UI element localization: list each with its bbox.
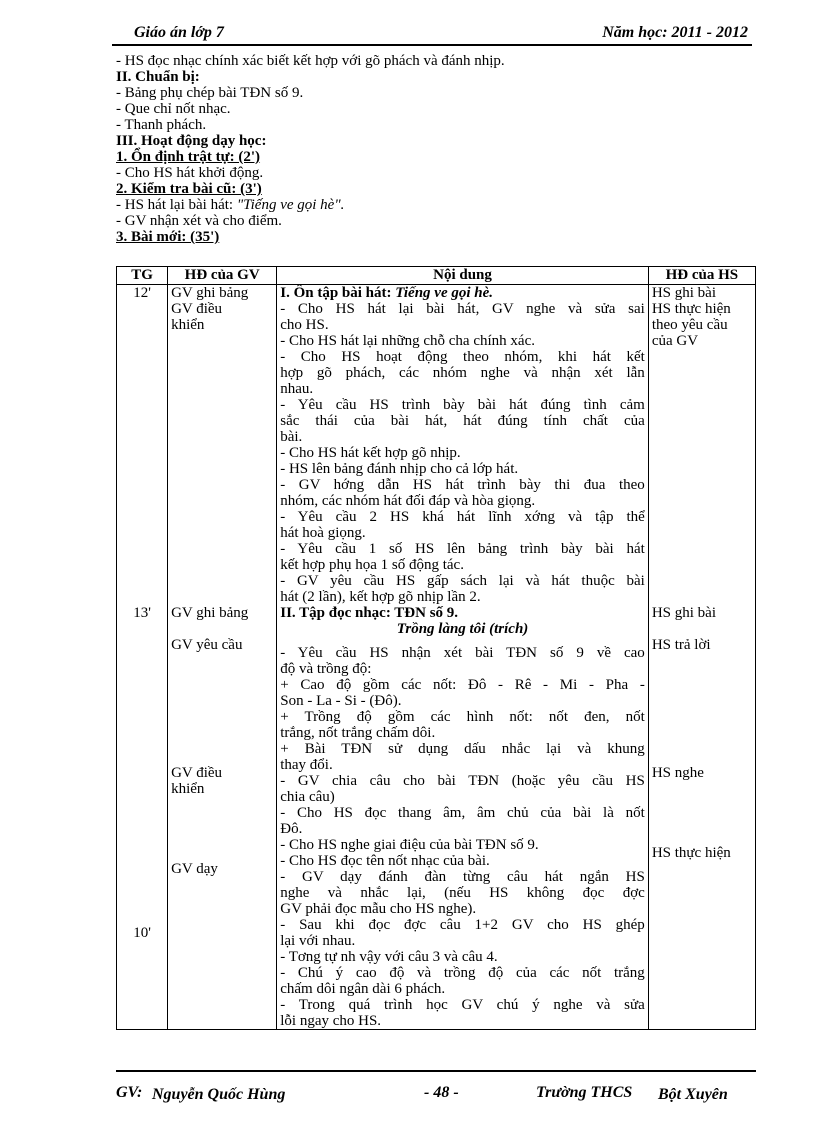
content-line: - GV chia câu cho bài TĐN (hoặc yêu cầu HS [280, 773, 645, 789]
page-header [112, 22, 752, 46]
objective-line: - HS đọc nhạc chính xác biết kết hợp với gõ phách và đánh nhịp. [116, 53, 505, 69]
song-title: "Tiếng ve gọi hè". [236, 197, 345, 213]
student-activity-cell: HS ghi bài HS thực hiện theo yêu cầu của GV [648, 285, 755, 606]
footer-school: Trường THCS [536, 1084, 633, 1101]
col-header-content: Nội dung [277, 267, 649, 285]
col-header-teacher: HĐ của GV [168, 267, 277, 285]
step2-item [116, 197, 756, 213]
content-line: trắng, nốt trắng chấm dôi. [280, 725, 436, 741]
lesson-table [116, 266, 756, 1030]
content-line: độ và trồng độ: [280, 661, 372, 677]
content-line: - Sau khi đọc đợc câu 1+2 GV cho HS ghép [280, 917, 645, 933]
content-line: - Yêu cầu HS trình bày bài hát đúng tình cảm [280, 397, 645, 413]
content-line: - Cho HS hát lại bài hát, GV nghe và sửa sai [280, 301, 645, 317]
content-line: nhóm, các nhóm hát đối đáp và hòa giọng. [280, 493, 536, 509]
content-line: kết hợp phụ họa 1 số động tác. [280, 557, 464, 573]
section-subtitle: Trồng làng tôi (trích) [396, 621, 529, 637]
content-line: - HS lên bảng đánh nhịp cho cả lớp hát. [280, 461, 519, 477]
content-line: + Cao độ gồm các nốt: Đô - Rê - Mi - Pha - [280, 677, 645, 693]
content-line: - Tơng tự nh vậy với câu 3 và câu 4. [280, 949, 498, 965]
step1-heading: 1. Ổn định trật tự: (2') [116, 149, 261, 165]
content-line: lại với nhau. [280, 933, 356, 949]
content-line: + Bài TĐN sử dụng dấu nhắc lại và khung [280, 741, 645, 757]
time-cell: 12' [117, 285, 168, 606]
content-line: - Cho HS đọc tên nốt nhạc của bài. [280, 853, 490, 869]
content-line: + Trồng độ gồm các hình nốt: nốt đen, nốt [280, 709, 645, 725]
step3-heading: 3. Bài mới: (35') [116, 229, 220, 245]
content-cell [277, 285, 649, 606]
student-activity-cell: HS ghi bài HS trả lời HS nghe HS thực hiện [648, 605, 755, 1030]
content-line: chấm dôi ngân dài 6 phách. [280, 981, 446, 997]
table-row [117, 605, 756, 1030]
content-line: - Trong quá trình học GV chú ý nghe và sửa [280, 997, 645, 1013]
content-line: - Yêu cầu HS nhận xét bài TĐN số 9 về cao [280, 645, 645, 661]
content-line: thay đổi. [280, 757, 333, 773]
content-line: lỗi ngay cho HS. [280, 1013, 382, 1029]
content-line: - Cho HS nghe giai điệu của bài TĐN số 9. [280, 837, 539, 853]
content-line: - Cho HS đọc thang âm, âm chủ của bài là nốt [280, 805, 645, 821]
content-line: chia câu) [280, 789, 335, 805]
teacher-activity-cell: GV ghi bảng GV yêu cầu GV điều khiển GV dạy [168, 605, 277, 1030]
activities-heading: III. Hoạt động dạy học: [116, 133, 267, 149]
content-line: hát hoà giọng. [280, 525, 366, 541]
time-cell-second: 10' [133, 925, 151, 941]
lesson-intro [116, 53, 756, 245]
col-header-student: HĐ của HS [648, 267, 755, 285]
content-line: - Cho HS hát kết hợp gõ nhịp. [280, 445, 461, 461]
content-lines [280, 301, 645, 605]
content-line: hợp gõ phách, các nhóm nghe và nhận xét lẫn [280, 365, 645, 381]
content-cell [277, 605, 649, 1030]
content-line: Son - La - Si - (Đô). [280, 693, 402, 709]
prep-item: - Thanh phách. [116, 117, 207, 133]
step2-heading: 2. Kiểm tra bài cũ: (3') [116, 181, 262, 197]
content-line: - Yêu cầu 1 số HS lên bảng trình bày bài hát [280, 541, 645, 557]
content-line: - GV yêu cầu HS gấp sách lại và hát thuộc bài [280, 573, 645, 589]
page-footer [116, 1070, 756, 1102]
col-header-time: TG [117, 267, 168, 285]
header-class: Giáo án lớp 7 [134, 24, 224, 41]
preparation-heading: II. Chuẩn bị: [116, 69, 200, 85]
prep-item: - Bảng phụ chép bài TĐN số 9. [116, 85, 304, 101]
content-line: - GV dạy đánh đàn từng câu hát ngắn HS [280, 869, 645, 885]
content-line: - Cho HS hoạt động theo nhóm, khi hát kết [280, 349, 645, 365]
content-line: - Yêu cầu 2 HS khá hát lĩnh xớng và tập thể [280, 509, 645, 525]
table-row [117, 285, 756, 606]
step2-item-prefix: - HS hát lại bài hát: [116, 197, 237, 213]
content-lines [280, 645, 645, 1029]
content-line: nghe và nhắc lại, (nếu HS không đọc đợc [280, 885, 645, 901]
content-line: GV phải đọc mẫu cho HS nghe). [280, 901, 477, 917]
footer-teacher-name: Nguyễn Quốc Hùng [152, 1086, 286, 1103]
content-line: hát (2 lần), kết hợp gõ nhịp lần 2. [280, 589, 481, 605]
teacher-activity-cell: GV ghi bảng GV điều khiển [168, 285, 277, 606]
prep-item: - Que chỉ nốt nhạc. [116, 101, 231, 117]
content-line: cho HS. [280, 317, 329, 333]
content-line: nhau. [280, 381, 314, 397]
section-title: I. Ôn tập bài hát: Tiếng ve gọi hè. [280, 285, 494, 301]
step1-item: - Cho HS hát khởi động. [116, 165, 264, 181]
section-title: II. Tập đọc nhạc: TĐN số 9. [280, 605, 459, 621]
content-line: - Chú ý cao độ và trồng độ của các nốt trắng [280, 965, 645, 981]
content-line: bài. [280, 429, 303, 445]
footer-teacher-label: GV: [116, 1084, 143, 1101]
content-line: - GV hớng dẫn HS hát trình bày thi đua theo [280, 477, 645, 493]
content-line: - Cho HS hát lại những chỗ cha chính xác. [280, 333, 535, 349]
content-line: Đô. [280, 821, 303, 837]
footer-page-number: - 48 - [424, 1084, 459, 1101]
table-header-row [117, 267, 756, 285]
footer-school-name: Bột Xuyên [658, 1086, 728, 1103]
time-cell: 13' 10' [117, 605, 168, 1030]
header-school-year: Năm học: 2011 - 2012 [602, 24, 748, 41]
content-line: sắc thái của bài hát, hát đúng tính chất của [280, 413, 645, 429]
step2-item: - GV nhận xét và cho điểm. [116, 213, 282, 229]
